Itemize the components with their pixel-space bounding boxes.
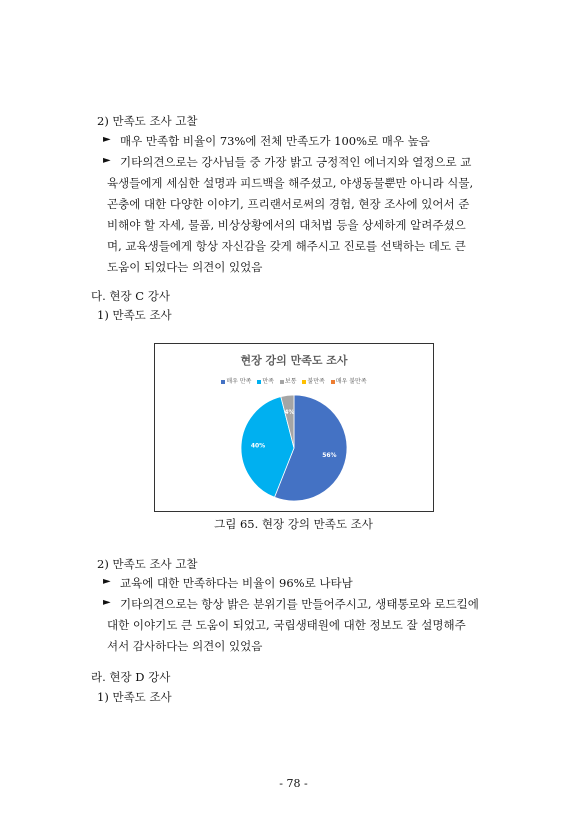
pie-plot-area <box>155 344 433 511</box>
legend-label: 불만족 <box>307 378 325 385</box>
bullet-text-line: 육생들에게 세심한 설명과 피드백을 해주셨고, 야생동물뿐만 아니라 식물, <box>107 176 474 190</box>
pie-data-label: 4% <box>284 409 295 417</box>
bullet-text-line: 비해야 할 자세, 물품, 비상상황에서의 대처법 등을 상세하게 알려주셨으 <box>107 218 466 232</box>
pie-data-label: 40% <box>250 442 266 450</box>
section-d-heading: 라. 현장 D 강사 <box>91 670 171 684</box>
pie-data-label: 56% <box>322 451 337 459</box>
legend-label: 보통 <box>284 378 297 385</box>
bullet-text: 교육에 대한 만족하다는 비율이 96%로 나타남 <box>120 576 353 590</box>
chart-title: 현장 강의 만족도 조사 <box>240 354 348 367</box>
bullet-marker-icon: ► <box>103 597 111 608</box>
bullet-marker-icon: ► <box>103 134 111 145</box>
satisfaction-pie-chart <box>154 343 434 512</box>
bullet-text-line: 기타의견으로는 항상 밝은 분위기를 만들어주시고, 생태통로와 로드킬에 <box>120 597 479 611</box>
page-number: - 78 - <box>279 777 308 790</box>
bullet-text-line: 며, 교육생들에게 항상 자신감을 갖게 해주시고 진로를 선택하는 데도 큰 <box>107 239 466 253</box>
section-heading: 2) 만족도 조사 고찰 <box>97 557 198 571</box>
bullet-text-line: 도움이 되었다는 의견이 있었음 <box>107 260 263 274</box>
legend-label: 매우 불만족 <box>335 378 367 385</box>
section-d-subheading: 1) 만족도 조사 <box>97 690 172 704</box>
bullet-text-line: 곤충에 대한 다양한 이야기, 프리랜서로써의 경험, 현장 조사에 있어서 준 <box>107 197 470 211</box>
bullet-text: 매우 만족함 비율이 73%에 전체 만족도가 100%로 매우 높음 <box>120 134 430 148</box>
bullet-marker-icon: ► <box>103 155 111 166</box>
bullet-text-line: 대한 이야기도 큰 도움이 되었고, 국립생태원에 대한 정보도 잘 설명해주 <box>107 618 466 632</box>
bullet-marker-icon: ► <box>103 576 111 587</box>
bullet-text-line: 셔서 감사하다는 의견이 있었음 <box>107 639 263 653</box>
figure-caption: 그림 65. 현장 강의 만족도 조사 <box>214 517 373 531</box>
legend-label: 매우 만족 <box>226 378 252 385</box>
legend-label: 만족 <box>262 378 274 385</box>
section-c-subheading: 1) 만족도 조사 <box>97 308 172 322</box>
section-c-heading: 다. 현장 C 강사 <box>91 289 170 303</box>
section-heading: 2) 만족도 조사 고찰 <box>97 114 198 128</box>
bullet-text-line: 기타의견으로는 강사님들 중 가장 밝고 긍정적인 에너지와 열정으로 교 <box>120 155 472 169</box>
